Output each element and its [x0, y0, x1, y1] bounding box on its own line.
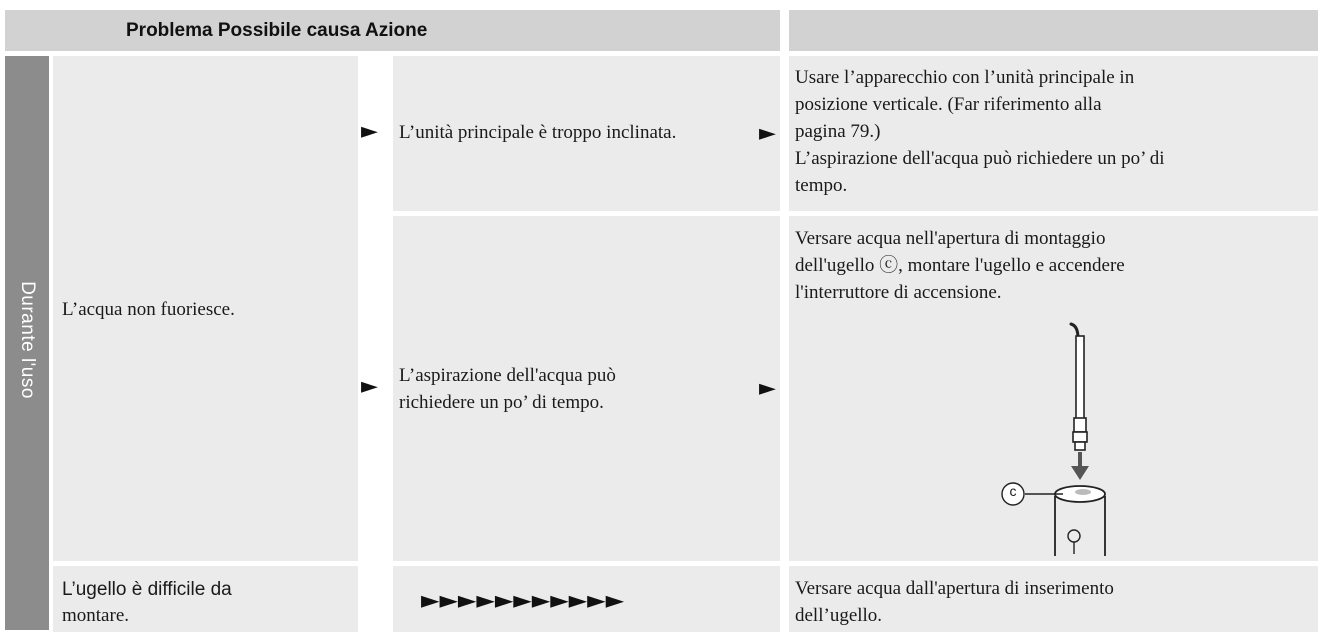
- cause-line: L’aspirazione dell'acqua può: [399, 365, 616, 386]
- action-text-2: [795, 225, 1125, 306]
- action-text-3: [795, 575, 1114, 629]
- action-line: dell'ugello ⓒ, montare l'ugello e accendere: [795, 255, 1125, 276]
- action-line: posizione verticale. (Far riferimento alla: [795, 94, 1102, 115]
- action-line: tempo.: [795, 175, 848, 196]
- action-text-1: [795, 64, 1165, 199]
- arrow-icon: ►: [759, 121, 776, 146]
- cause-text-1: L’unità principale è troppo inclinata.: [399, 122, 677, 143]
- cause-text-2: [399, 362, 616, 416]
- cause-arrows-row: ►►►►►►►►►►►: [421, 586, 625, 614]
- figure-label-c: c: [1009, 483, 1017, 499]
- header-bar-right: [789, 10, 1318, 51]
- action-line: dell’ugello.: [795, 605, 883, 626]
- arrow-icon: ►: [361, 119, 378, 144]
- action-line: pagina 79.): [795, 121, 881, 142]
- problem-line: montare.: [62, 605, 130, 626]
- action-line: Versare acqua nell'apertura di montaggio: [795, 228, 1106, 249]
- problem-line: L’ugello è difficile da: [62, 579, 232, 600]
- action-line: Usare l’apparecchio con l’unità principale in: [795, 67, 1135, 88]
- arrow-icon: ►: [361, 374, 378, 399]
- nozzle-mounting-figure: [985, 318, 1125, 558]
- problem-text-2: [62, 577, 232, 629]
- cause-line: richiedere un po’ di tempo.: [399, 392, 604, 413]
- arrow-icon: ►: [759, 376, 776, 401]
- action-line: Versare acqua dall'apertura di inserimento: [795, 578, 1114, 599]
- side-label: Durante l'uso: [17, 281, 38, 399]
- problem-text-1: L’acqua non fuoriesce.: [62, 299, 235, 320]
- action-line: L’aspirazione dell'acqua può richiedere un po’ di: [795, 148, 1165, 169]
- action-line: l'interruttore di accensione.: [795, 282, 1002, 303]
- header-title: Problema Possibile causa Azione: [126, 20, 428, 41]
